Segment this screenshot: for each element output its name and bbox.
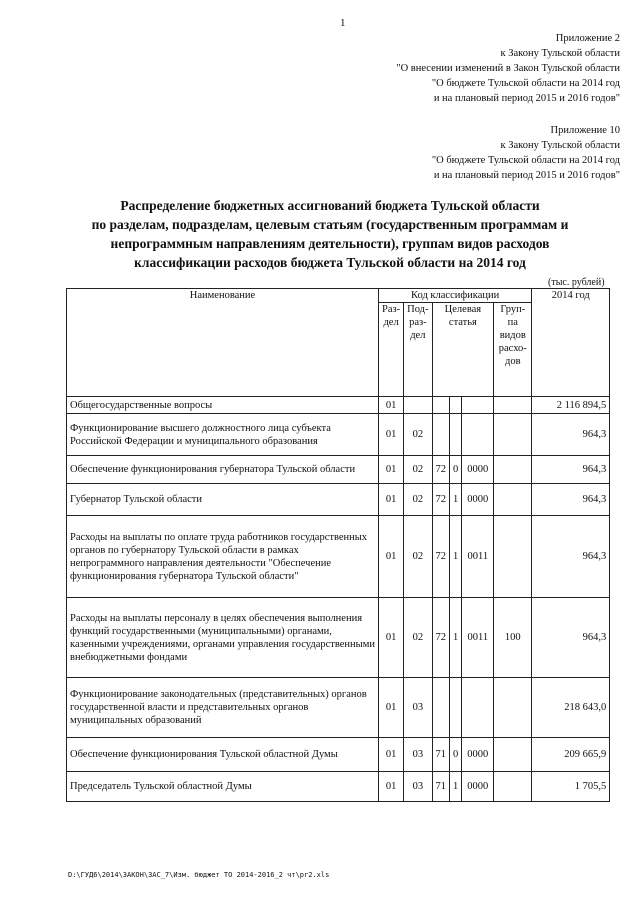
table-row <box>67 738 610 772</box>
row-target-sub: 0 <box>450 738 462 772</box>
row-amount: 964,3 <box>532 598 610 678</box>
row-razdel: 01 <box>379 598 404 678</box>
row-target-sub: 1 <box>450 516 462 598</box>
row-target-program: 72 <box>432 484 450 516</box>
row-target-program: 72 <box>432 598 450 678</box>
budget-table <box>66 288 610 802</box>
row-name: Общегосударственные вопросы <box>67 397 379 414</box>
row-amount: 964,3 <box>532 484 610 516</box>
row-target-sub: 1 <box>450 598 462 678</box>
row-expense-group <box>494 414 532 456</box>
table-row <box>67 516 610 598</box>
table-row <box>67 598 610 678</box>
row-target-sub: 1 <box>450 772 462 802</box>
appendix-line: Приложение 2 <box>555 33 620 44</box>
row-podrazdel: 02 <box>404 516 432 598</box>
row-name: Обеспечение функционирования губернатора Тульской области <box>67 456 379 484</box>
table-row <box>67 678 610 738</box>
appendix-line: Приложение 10 <box>550 125 620 136</box>
row-target-sub <box>450 414 462 456</box>
row-razdel: 01 <box>379 456 404 484</box>
row-podrazdel: 03 <box>404 772 432 802</box>
row-expense-group <box>494 516 532 598</box>
title-line: по разделам, подразделам, целевым статьям (государственным программам и <box>91 217 569 232</box>
row-razdel: 01 <box>379 414 404 456</box>
row-expense-group <box>494 678 532 738</box>
row-razdel: 01 <box>379 738 404 772</box>
row-razdel: 01 <box>379 772 404 802</box>
row-razdel: 01 <box>379 397 404 414</box>
row-expense-group: 100 <box>494 598 532 678</box>
table-row <box>67 397 610 414</box>
header-podrazdel: Под-раз-дел <box>404 303 432 397</box>
units-label: (тыс. рублей) <box>548 277 605 288</box>
appendix-line: "О бюджете Тульской области на 2014 год <box>431 78 620 89</box>
header-year: 2014 год <box>532 289 610 397</box>
header-group: Груп-па видов расхо-дов <box>494 303 532 397</box>
row-target-program: 72 <box>432 516 450 598</box>
document-title <box>70 196 590 272</box>
row-podrazdel: 02 <box>404 456 432 484</box>
row-amount: 2 116 894,5 <box>532 397 610 414</box>
row-target-program <box>432 414 450 456</box>
row-expense-group <box>494 484 532 516</box>
title-line: непрограммным направлениям деятельности), группам видов расходов <box>110 236 550 251</box>
row-podrazdel: 02 <box>404 484 432 516</box>
row-podrazdel: 03 <box>404 678 432 738</box>
appendix-line: к Закону Тульской области <box>500 140 620 151</box>
header-razdel: Раз-дел <box>379 303 404 397</box>
table-row <box>67 456 610 484</box>
row-podrazdel: 03 <box>404 738 432 772</box>
row-expense-group <box>494 397 532 414</box>
appendix-line: "О внесении изменений в Закон Тульской области <box>396 63 620 74</box>
row-target-sub: 0 <box>450 456 462 484</box>
row-podrazdel <box>404 397 432 414</box>
appendix-line: и на плановый период 2015 и 2016 годов" <box>433 170 620 181</box>
row-expense-group <box>494 738 532 772</box>
row-target-code <box>462 397 494 414</box>
row-name: Обеспечение функционирования Тульской областной Думы <box>67 738 379 772</box>
header-code: Код классификации <box>379 289 532 303</box>
row-name: Председатель Тульской областной Думы <box>67 772 379 802</box>
row-target-sub <box>450 397 462 414</box>
row-target-program <box>432 678 450 738</box>
row-target-code <box>462 414 494 456</box>
row-expense-group <box>494 456 532 484</box>
file-path-footer: D:\ГУД6\2014\ЗАКОН\ЗАС_7\Изм. бюджет ТО 2014-2016_2 чт\pr2.xls <box>68 871 330 879</box>
page-number: 1 <box>340 17 346 29</box>
title-line: Распределение бюджетных ассигнований бюджета Тульской области <box>120 198 540 213</box>
row-amount: 964,3 <box>532 516 610 598</box>
row-podrazdel: 02 <box>404 414 432 456</box>
row-razdel: 01 <box>379 484 404 516</box>
row-razdel: 01 <box>379 678 404 738</box>
row-target-code <box>462 678 494 738</box>
header-name: Наименование <box>67 289 379 397</box>
appendix-line: и на плановый период 2015 и 2016 годов" <box>433 93 620 104</box>
appendix-2-heading <box>330 31 620 106</box>
table-row <box>67 772 610 802</box>
row-amount: 209 665,9 <box>532 738 610 772</box>
row-target-sub <box>450 678 462 738</box>
row-target-code: 0011 <box>462 598 494 678</box>
title-line: классификации расходов бюджета Тульской области на 2014 год <box>134 255 526 270</box>
row-name: Функционирование законодательных (представительных) органов государственной власти и представительных органов муниципальных образований <box>67 678 379 738</box>
row-name: Губернатор Тульской области <box>67 484 379 516</box>
row-amount: 964,3 <box>532 414 610 456</box>
row-target-program: 71 <box>432 738 450 772</box>
row-target-code: 0000 <box>462 738 494 772</box>
row-name: Расходы на выплаты персоналу в целях обеспечения выполнения функций государственными (муниципальными) органами, казенными учреждениями, органами управления государственными внебюджетными фондами <box>67 598 379 678</box>
row-target-code: 0000 <box>462 772 494 802</box>
header-target: Целевая статья <box>432 303 494 397</box>
table-row <box>67 414 610 456</box>
row-target-code: 0000 <box>462 456 494 484</box>
table-row <box>67 484 610 516</box>
row-expense-group <box>494 772 532 802</box>
appendix-10-heading <box>330 123 620 183</box>
appendix-line: "О бюджете Тульской области на 2014 год <box>431 155 620 166</box>
row-podrazdel: 02 <box>404 598 432 678</box>
row-target-program: 71 <box>432 772 450 802</box>
row-target-program <box>432 397 450 414</box>
row-target-sub: 1 <box>450 484 462 516</box>
appendix-line: к Закону Тульской области <box>500 48 620 59</box>
row-target-program: 72 <box>432 456 450 484</box>
row-target-code: 0011 <box>462 516 494 598</box>
row-razdel: 01 <box>379 516 404 598</box>
row-name: Расходы на выплаты по оплате труда работников государственных органов по губернатору Тульской области в рамках непрограммного направления деятельности "Обеспечение функционирования губернатора Тульской области" <box>67 516 379 598</box>
row-amount: 964,3 <box>532 456 610 484</box>
row-target-code: 0000 <box>462 484 494 516</box>
row-amount: 1 705,5 <box>532 772 610 802</box>
row-amount: 218 643,0 <box>532 678 610 738</box>
row-name: Функционирование высшего должностного лица субъекта Российской Федерации и муниципального образования <box>67 414 379 456</box>
